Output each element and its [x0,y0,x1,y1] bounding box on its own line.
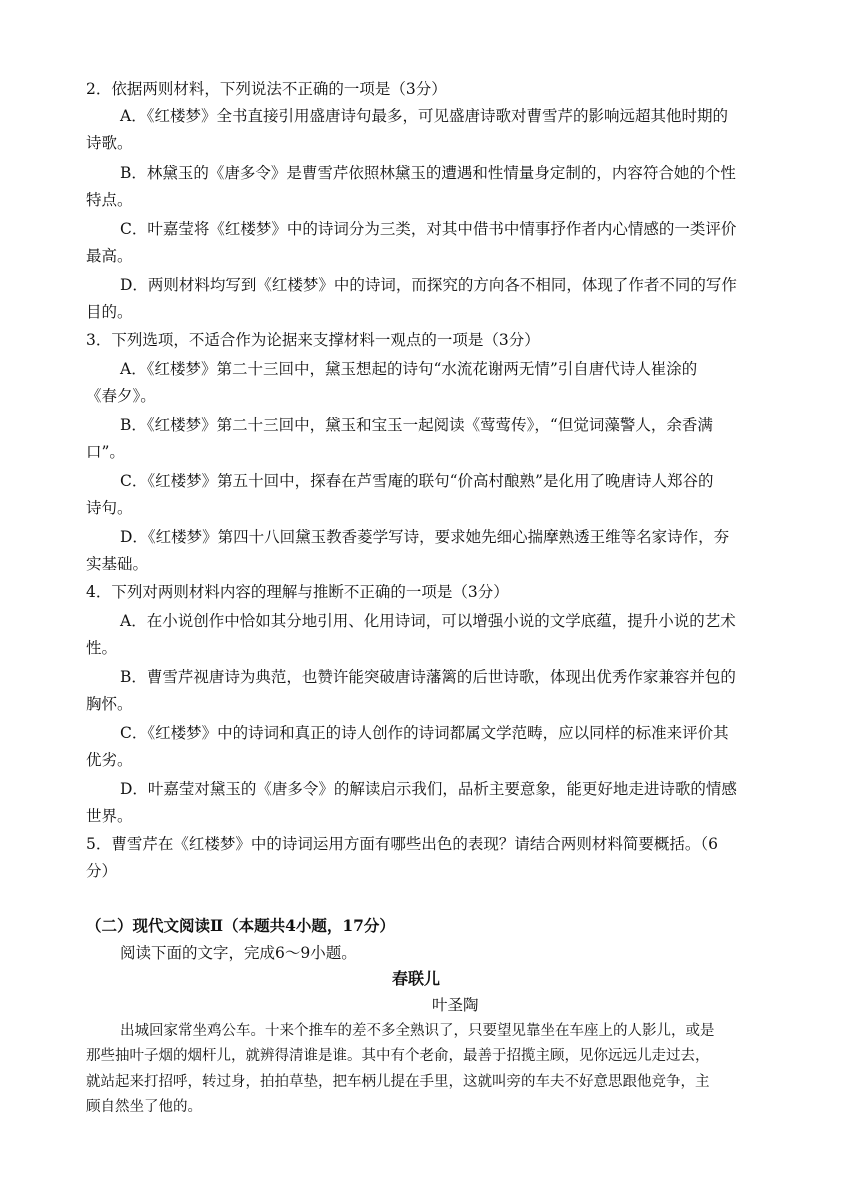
q3-option-c: C．《红楼梦》第五十回中，探春在芦雪庵的联句“价高村酿熟”是化用了晚唐诗人郑谷的 [120,472,714,490]
q5-stem: 5．曹雪芹在《红楼梦》中的诗词运用方面有哪些出色的表现？请结合两则材料简要概括。（6 [86,835,718,853]
q3-stem: 3．下列选项，不适合作为论据来支撑材料一观点的一项是（3分） [86,331,540,349]
q2-option-a: A．《红楼梦》全书直接引用盛唐诗句最多，可见盛唐诗歌对曹雪芹的影响远超其他时期的 [120,107,728,125]
q4-option-c-cont: 优劣。 [86,751,133,769]
q3-option-d: D．《红楼梦》第四十八回黛玉教香菱学写诗，要求她先细心揣摩熟透王维等名家诗作，夯 [120,528,730,546]
q4-option-c: C．《红楼梦》中的诗词和真正的诗人创作的诗词都属文学范畴，应以同样的标准来评价其 [120,724,729,742]
q4-option-d: D．叶嘉莹对黛玉的《唐多令》的解读启示我们，品析主要意象，能更好地走进诗歌的情感 [120,780,737,798]
q2-option-a-cont: 诗歌。 [86,134,133,152]
q3-option-b: B．《红楼梦》第二十三回中，黛玉和宝玉一起阅读《莺莺传》，“但觉词藻警人，余香满 [120,416,713,434]
q3-option-a-cont: 《春夕》。 [86,387,156,405]
passage-title: 春联儿 [392,969,441,988]
q2-stem: 2．依据两则材料，下列说法不正确的一项是（3分） [86,80,447,98]
q4-stem: 4．下列对两则材料内容的理解与推断不正确的一项是（3分） [86,583,509,601]
q5-stem-cont: 分） [86,862,118,880]
passage-line-4: 顾自然坐了他的。 [86,1099,202,1115]
q4-option-d-cont: 世界。 [86,807,133,825]
q2-option-d: D．两则材料均写到《红楼梦》中的诗词，而探究的方向各不相同，体现了作者不同的写作 [120,276,737,294]
passage-line-2: 那些抽叶子烟的烟杆儿，就辨得清谁是谁。其中有个老俞，最善于招揽主顾，见你远远儿走过去， [86,1048,710,1064]
passage-author: 叶圣陶 [432,996,479,1014]
q4-option-b: B．曹雪芹视唐诗为典范，也赞许能突破唐诗藩篱的后世诗歌，体现出优秀作家兼容并包的 [120,668,736,686]
q3-option-c-cont: 诗句。 [86,499,133,517]
section-heading: （二）现代文阅读Ⅱ（本题共4小题，17分） [86,916,395,935]
q3-option-a: A．《红楼梦》第二十三回中，黛玉想起的诗句“水流花谢两无情”引自唐代诗人崔涂的 [120,360,698,378]
q2-option-c: C．叶嘉莹将《红楼梦》中的诗词分为三类，对其中借书中情事抒作者内心情感的一类评价 [120,220,737,238]
q3-option-b-cont: 口”。 [86,443,125,461]
passage-line-3: 就站起来打招呼，转过身，拍拍草垫，把车柄儿提在手里，这就叫旁的车夫不好意思跟他竞争，主 [86,1074,710,1090]
q2-option-b-cont: 特点。 [86,191,133,209]
q4-option-a-cont: 性。 [86,639,118,657]
q4-option-b-cont: 胸怀。 [86,695,133,713]
q2-option-c-cont: 最高。 [86,247,133,265]
q3-option-d-cont: 实基础。 [86,555,149,573]
passage-line-1: 出城回家常坐鸡公车。十来个推车的差不多全熟识了，只要望见靠坐在车座上的人影儿，或是 [120,1023,715,1039]
q2-option-b: B．林黛玉的《唐多令》是曹雪芹依照林黛玉的遭遇和性情量身定制的，内容符合她的个性 [120,164,736,182]
q4-option-a: A．在小说创作中恰如其分地引用、化用诗词，可以增强小说的文学底蕴，提升小说的艺术 [120,612,736,630]
section-instruction: 阅读下面的文字，完成6～9小题。 [120,944,357,962]
q2-option-d-cont: 目的。 [86,303,133,321]
